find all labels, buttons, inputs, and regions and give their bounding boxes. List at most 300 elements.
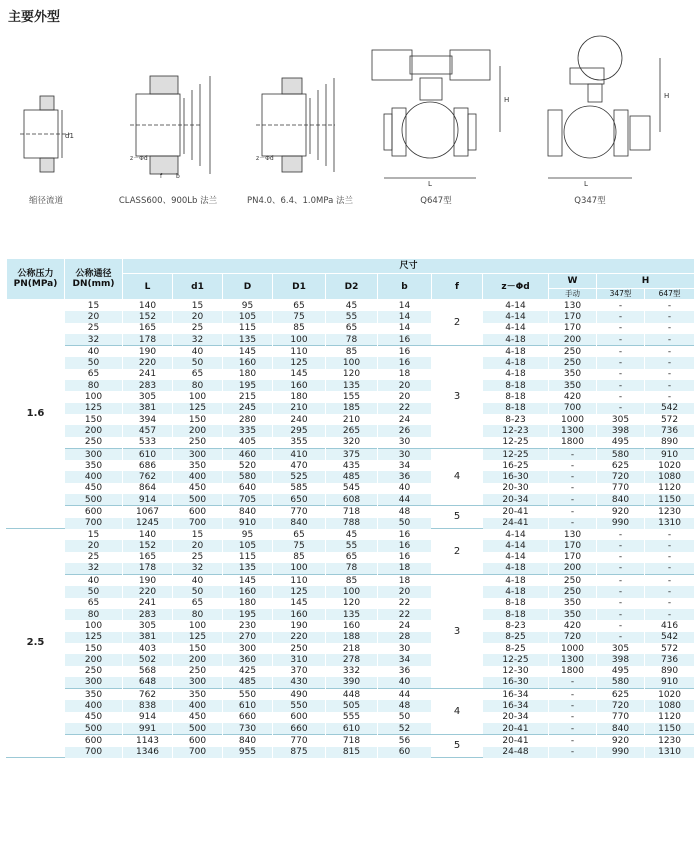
cell-D1: 65 bbox=[273, 300, 326, 312]
cell-dn: 200 bbox=[65, 425, 123, 436]
cell-H647: - bbox=[645, 552, 695, 563]
pn-cell: 2.5 bbox=[7, 529, 65, 758]
cell-D1: 410 bbox=[273, 448, 326, 460]
cell-dn: 700 bbox=[65, 747, 123, 758]
cell-W: - bbox=[549, 677, 597, 689]
cell-D: 230 bbox=[223, 620, 273, 631]
cell-dn: 40 bbox=[65, 346, 123, 358]
cell-b: 24 bbox=[378, 620, 432, 631]
cell-W: 200 bbox=[549, 334, 597, 346]
cell-D2: 815 bbox=[326, 747, 378, 758]
cell-dn: 125 bbox=[65, 632, 123, 643]
cell-dn: 50 bbox=[65, 357, 123, 368]
cell-D: 730 bbox=[223, 723, 273, 735]
cell-H347: 840 bbox=[597, 494, 645, 506]
cell-H347: 305 bbox=[597, 414, 645, 425]
cell-D1: 145 bbox=[273, 369, 326, 380]
cell-H647: 1120 bbox=[645, 483, 695, 494]
cell-D: 180 bbox=[223, 598, 273, 609]
cell-H647: - bbox=[645, 529, 695, 540]
cell-d1: 50 bbox=[173, 586, 223, 597]
cell-d1: 15 bbox=[173, 529, 223, 540]
table-row bbox=[7, 712, 695, 723]
cell-H647: 1080 bbox=[645, 700, 695, 711]
cell-d1: 32 bbox=[173, 563, 223, 575]
cell-d1: 20 bbox=[173, 540, 223, 551]
cell-dn: 350 bbox=[65, 689, 123, 701]
f-cell: 4 bbox=[432, 448, 483, 505]
cell-H347: - bbox=[597, 380, 645, 391]
cell-W: 1300 bbox=[549, 654, 597, 665]
cell-H347: - bbox=[597, 598, 645, 609]
cell-b: 20 bbox=[378, 391, 432, 402]
cell-d1: 150 bbox=[173, 643, 223, 654]
cell-H647: 572 bbox=[645, 643, 695, 654]
table-row bbox=[7, 563, 695, 575]
cell-L: 394 bbox=[123, 414, 173, 425]
cell-b: 16 bbox=[378, 540, 432, 551]
cell-D1: 295 bbox=[273, 425, 326, 436]
cell-b: 16 bbox=[378, 529, 432, 540]
cell-D2: 100 bbox=[326, 586, 378, 597]
cell-D2: 390 bbox=[326, 677, 378, 689]
cell-dn: 250 bbox=[65, 437, 123, 449]
cell-D1: 370 bbox=[273, 666, 326, 677]
cell-dn: 600 bbox=[65, 506, 123, 518]
cell-D2: 45 bbox=[326, 529, 378, 540]
cell-H647: 890 bbox=[645, 437, 695, 449]
cell-W: 1800 bbox=[549, 666, 597, 677]
cell-D2: 375 bbox=[326, 448, 378, 460]
cell-dn: 65 bbox=[65, 598, 123, 609]
cell-b: 16 bbox=[378, 357, 432, 368]
cell-W: - bbox=[549, 689, 597, 701]
cell-L: 1143 bbox=[123, 735, 173, 747]
cell-D1: 160 bbox=[273, 609, 326, 620]
table-row bbox=[7, 300, 695, 312]
cell-dn: 125 bbox=[65, 403, 123, 414]
cell-L: 457 bbox=[123, 425, 173, 436]
cell-D1: 525 bbox=[273, 471, 326, 482]
cell-W: - bbox=[549, 448, 597, 460]
cell-dn: 100 bbox=[65, 391, 123, 402]
cell-dn: 65 bbox=[65, 369, 123, 380]
cell-W: - bbox=[549, 518, 597, 529]
cell-zd: 20-34 bbox=[483, 494, 549, 506]
caption-class600: CLASS600、900Lb 法兰 bbox=[118, 196, 218, 206]
cell-b: 34 bbox=[378, 654, 432, 665]
table-row bbox=[7, 666, 695, 677]
cell-D2: 435 bbox=[326, 460, 378, 471]
caption-reduced-bore: 缩径流道 bbox=[28, 196, 64, 206]
cell-zd: 16-30 bbox=[483, 677, 549, 689]
label-H-2: H bbox=[664, 92, 670, 100]
cell-D1: 125 bbox=[273, 357, 326, 368]
cell-d1: 100 bbox=[173, 391, 223, 402]
cell-zd: 20-41 bbox=[483, 506, 549, 518]
cell-zd: 4-18 bbox=[483, 346, 549, 358]
cell-D2: 485 bbox=[326, 471, 378, 482]
table-row bbox=[7, 643, 695, 654]
cell-zd: 16-34 bbox=[483, 689, 549, 701]
q347-valve-drawing bbox=[548, 36, 669, 188]
cell-W: 1800 bbox=[549, 437, 597, 449]
cell-H647: 1230 bbox=[645, 506, 695, 518]
header-size: 尺寸 bbox=[123, 259, 695, 274]
cell-b: 26 bbox=[378, 425, 432, 436]
cell-dn: 25 bbox=[65, 552, 123, 563]
cell-D: 300 bbox=[223, 643, 273, 654]
cell-zd: 24-48 bbox=[483, 747, 549, 758]
cell-H347: - bbox=[597, 300, 645, 312]
cell-zd: 8-18 bbox=[483, 598, 549, 609]
cell-W: 720 bbox=[549, 632, 597, 643]
f-cell: 2 bbox=[432, 529, 483, 575]
cell-H647: - bbox=[645, 391, 695, 402]
cell-dn: 600 bbox=[65, 735, 123, 747]
cell-H647: 542 bbox=[645, 403, 695, 414]
cell-D: 105 bbox=[223, 540, 273, 551]
cell-D: 280 bbox=[223, 414, 273, 425]
cell-D2: 505 bbox=[326, 700, 378, 711]
table-row bbox=[7, 391, 695, 402]
cell-H347: - bbox=[597, 334, 645, 346]
cell-zd: 16-25 bbox=[483, 460, 549, 471]
header-dn: 公称通径DN(mm) bbox=[65, 259, 123, 300]
cell-H647: - bbox=[645, 586, 695, 597]
label-b-1: b bbox=[176, 173, 180, 180]
valve-drawings bbox=[0, 28, 700, 208]
cell-H347: - bbox=[597, 403, 645, 414]
cell-zd: 20-41 bbox=[483, 735, 549, 747]
cell-L: 914 bbox=[123, 712, 173, 723]
table-row bbox=[7, 323, 695, 334]
cell-b: 48 bbox=[378, 506, 432, 518]
cell-D: 705 bbox=[223, 494, 273, 506]
cell-dn: 80 bbox=[65, 609, 123, 620]
cell-b: 30 bbox=[378, 437, 432, 449]
cell-L: 241 bbox=[123, 598, 173, 609]
cell-D2: 265 bbox=[326, 425, 378, 436]
cell-d1: 80 bbox=[173, 609, 223, 620]
cell-b: 36 bbox=[378, 471, 432, 482]
label-L-2: L bbox=[584, 180, 588, 188]
cell-dn: 300 bbox=[65, 677, 123, 689]
cell-d1: 65 bbox=[173, 598, 223, 609]
cell-zd: 8-18 bbox=[483, 609, 549, 620]
table-row bbox=[7, 552, 695, 563]
cell-D: 180 bbox=[223, 369, 273, 380]
cell-zd: 4-14 bbox=[483, 300, 549, 312]
label-H-1: H bbox=[504, 96, 510, 104]
cell-zd: 4-18 bbox=[483, 334, 549, 346]
cell-zd: 20-41 bbox=[483, 723, 549, 735]
cell-W: 250 bbox=[549, 586, 597, 597]
cell-L: 165 bbox=[123, 552, 173, 563]
cell-D2: 718 bbox=[326, 735, 378, 747]
cell-D: 160 bbox=[223, 586, 273, 597]
cell-D: 105 bbox=[223, 311, 273, 322]
cell-D1: 125 bbox=[273, 586, 326, 597]
cell-b: 14 bbox=[378, 300, 432, 312]
table-row bbox=[7, 620, 695, 631]
cell-d1: 65 bbox=[173, 369, 223, 380]
cell-D1: 310 bbox=[273, 654, 326, 665]
cell-D1: 180 bbox=[273, 391, 326, 402]
cell-H647: - bbox=[645, 369, 695, 380]
cell-d1: 40 bbox=[173, 575, 223, 587]
cell-L: 305 bbox=[123, 620, 173, 631]
cell-L: 914 bbox=[123, 494, 173, 506]
header-H: H bbox=[597, 274, 695, 289]
cell-W: 1000 bbox=[549, 643, 597, 654]
cell-H647: - bbox=[645, 300, 695, 312]
cell-b: 28 bbox=[378, 632, 432, 643]
cell-dn: 300 bbox=[65, 448, 123, 460]
cell-zd: 4-14 bbox=[483, 552, 549, 563]
cell-zd: 4-14 bbox=[483, 323, 549, 334]
cell-b: 20 bbox=[378, 380, 432, 391]
cell-W: 170 bbox=[549, 540, 597, 551]
f-cell: 3 bbox=[432, 575, 483, 689]
cell-H647: - bbox=[645, 598, 695, 609]
caption-pn-flange: PN4.0、6.4、1.0MPa 法兰 bbox=[246, 196, 354, 206]
cell-H347: - bbox=[597, 620, 645, 631]
cell-H347: - bbox=[597, 552, 645, 563]
dimension-table-wrapper bbox=[6, 258, 694, 758]
table-row bbox=[7, 609, 695, 620]
cell-H647: 1230 bbox=[645, 735, 695, 747]
cell-b: 22 bbox=[378, 609, 432, 620]
cell-D1: 250 bbox=[273, 643, 326, 654]
cell-b: 30 bbox=[378, 643, 432, 654]
cell-W: 350 bbox=[549, 380, 597, 391]
cell-dn: 20 bbox=[65, 540, 123, 551]
cell-L: 568 bbox=[123, 666, 173, 677]
cell-H347: 398 bbox=[597, 425, 645, 436]
cell-D: 195 bbox=[223, 380, 273, 391]
cell-L: 762 bbox=[123, 689, 173, 701]
cell-b: 30 bbox=[378, 448, 432, 460]
cell-D1: 145 bbox=[273, 598, 326, 609]
pn-flange-drawing bbox=[256, 78, 335, 172]
cell-zd: 4-14 bbox=[483, 540, 549, 551]
table-row bbox=[7, 346, 695, 358]
cell-D: 215 bbox=[223, 391, 273, 402]
cell-D1: 160 bbox=[273, 380, 326, 391]
cell-H347: - bbox=[597, 369, 645, 380]
cell-D2: 100 bbox=[326, 357, 378, 368]
cell-D: 460 bbox=[223, 448, 273, 460]
cell-zd: 8-18 bbox=[483, 380, 549, 391]
cell-dn: 500 bbox=[65, 723, 123, 735]
cell-H647: 1120 bbox=[645, 712, 695, 723]
cell-D: 135 bbox=[223, 334, 273, 346]
cell-D2: 210 bbox=[326, 414, 378, 425]
cell-D: 640 bbox=[223, 483, 273, 494]
cell-dn: 350 bbox=[65, 460, 123, 471]
cell-d1: 400 bbox=[173, 700, 223, 711]
cell-W: 170 bbox=[549, 323, 597, 334]
cell-zd: 8-18 bbox=[483, 403, 549, 414]
cell-H347: 720 bbox=[597, 471, 645, 482]
table-row bbox=[7, 598, 695, 609]
cell-D2: 278 bbox=[326, 654, 378, 665]
cell-H347: - bbox=[597, 346, 645, 358]
q647-valve-drawing bbox=[372, 50, 509, 188]
cell-D1: 110 bbox=[273, 346, 326, 358]
header-f: f bbox=[432, 274, 483, 300]
cell-L: 220 bbox=[123, 357, 173, 368]
cell-H647: - bbox=[645, 575, 695, 587]
label-d1: d1 bbox=[65, 132, 74, 140]
cell-L: 283 bbox=[123, 380, 173, 391]
cell-D: 135 bbox=[223, 563, 273, 575]
cell-L: 1346 bbox=[123, 747, 173, 758]
cell-H347: - bbox=[597, 563, 645, 575]
f-cell: 3 bbox=[432, 346, 483, 449]
table-row bbox=[7, 425, 695, 436]
cell-b: 50 bbox=[378, 712, 432, 723]
table-row bbox=[7, 460, 695, 471]
cell-D2: 120 bbox=[326, 369, 378, 380]
cell-W: - bbox=[549, 460, 597, 471]
header-b: b bbox=[378, 274, 432, 300]
cell-d1: 32 bbox=[173, 334, 223, 346]
cell-D1: 600 bbox=[273, 712, 326, 723]
cell-dn: 150 bbox=[65, 643, 123, 654]
cell-D1: 65 bbox=[273, 529, 326, 540]
cell-D: 955 bbox=[223, 747, 273, 758]
f-cell: 2 bbox=[432, 300, 483, 346]
cell-D: 335 bbox=[223, 425, 273, 436]
header-h-347: 347型 bbox=[597, 289, 645, 300]
cell-D2: 218 bbox=[326, 643, 378, 654]
cell-W: 170 bbox=[549, 552, 597, 563]
cell-d1: 20 bbox=[173, 311, 223, 322]
cell-zd: 16-30 bbox=[483, 471, 549, 482]
cell-D2: 332 bbox=[326, 666, 378, 677]
cell-H347: - bbox=[597, 529, 645, 540]
cell-W: 700 bbox=[549, 403, 597, 414]
cell-H647: 736 bbox=[645, 425, 695, 436]
caption-q347: Q347型 bbox=[574, 196, 606, 206]
cell-H647: 542 bbox=[645, 632, 695, 643]
table-row bbox=[7, 414, 695, 425]
header-zd: z－Φd bbox=[483, 274, 549, 300]
cell-H647: 1310 bbox=[645, 747, 695, 758]
cell-d1: 700 bbox=[173, 518, 223, 529]
table-row bbox=[7, 518, 695, 529]
cell-D2: 135 bbox=[326, 609, 378, 620]
header-D: D bbox=[223, 274, 273, 300]
cell-H647: - bbox=[645, 323, 695, 334]
cell-H347: 920 bbox=[597, 735, 645, 747]
cell-H347: - bbox=[597, 311, 645, 322]
cell-L: 686 bbox=[123, 460, 173, 471]
cell-W: 420 bbox=[549, 620, 597, 631]
cell-D1: 355 bbox=[273, 437, 326, 449]
cell-L: 152 bbox=[123, 311, 173, 322]
cell-H347: - bbox=[597, 540, 645, 551]
cell-D2: 160 bbox=[326, 620, 378, 631]
cell-L: 178 bbox=[123, 563, 173, 575]
pn-cell: 1.6 bbox=[7, 300, 65, 529]
cell-dn: 700 bbox=[65, 518, 123, 529]
cell-D1: 770 bbox=[273, 506, 326, 518]
table-row bbox=[7, 369, 695, 380]
table-row bbox=[7, 483, 695, 494]
cell-dn: 450 bbox=[65, 483, 123, 494]
label-L-1: L bbox=[428, 180, 432, 188]
cell-d1: 50 bbox=[173, 357, 223, 368]
cell-b: 48 bbox=[378, 700, 432, 711]
cell-D: 360 bbox=[223, 654, 273, 665]
cell-D1: 100 bbox=[273, 334, 326, 346]
cell-D1: 240 bbox=[273, 414, 326, 425]
cell-zd: 4-18 bbox=[483, 575, 549, 587]
cell-H647: - bbox=[645, 346, 695, 358]
cell-dn: 32 bbox=[65, 563, 123, 575]
cell-D: 485 bbox=[223, 677, 273, 689]
cell-L: 502 bbox=[123, 654, 173, 665]
cell-D2: 85 bbox=[326, 346, 378, 358]
cell-zd: 4-14 bbox=[483, 311, 549, 322]
section-title: 主要外型 bbox=[8, 10, 61, 25]
cell-b: 16 bbox=[378, 334, 432, 346]
cell-L: 152 bbox=[123, 540, 173, 551]
cell-D2: 55 bbox=[326, 311, 378, 322]
cell-D1: 85 bbox=[273, 323, 326, 334]
class600-flange-drawing bbox=[130, 76, 210, 180]
cell-d1: 100 bbox=[173, 620, 223, 631]
cell-W: 1000 bbox=[549, 414, 597, 425]
cell-H647: - bbox=[645, 380, 695, 391]
cell-H347: 305 bbox=[597, 643, 645, 654]
cell-d1: 350 bbox=[173, 689, 223, 701]
cell-D2: 78 bbox=[326, 563, 378, 575]
cell-W: 250 bbox=[549, 346, 597, 358]
cell-D2: 120 bbox=[326, 598, 378, 609]
cell-H347: 840 bbox=[597, 723, 645, 735]
cell-b: 56 bbox=[378, 735, 432, 747]
cell-L: 762 bbox=[123, 471, 173, 482]
cell-zd: 8-25 bbox=[483, 632, 549, 643]
cell-zd: 20-34 bbox=[483, 712, 549, 723]
table-row bbox=[7, 735, 695, 747]
cell-H647: 1080 bbox=[645, 471, 695, 482]
table-row bbox=[7, 494, 695, 506]
cell-H347: 770 bbox=[597, 483, 645, 494]
table-row bbox=[7, 380, 695, 391]
cell-L: 403 bbox=[123, 643, 173, 654]
cell-d1: 25 bbox=[173, 552, 223, 563]
cell-D: 580 bbox=[223, 471, 273, 482]
cell-D1: 210 bbox=[273, 403, 326, 414]
cell-dn: 25 bbox=[65, 323, 123, 334]
cell-b: 40 bbox=[378, 483, 432, 494]
cell-D: 95 bbox=[223, 300, 273, 312]
cell-D1: 85 bbox=[273, 552, 326, 563]
cell-L: 648 bbox=[123, 677, 173, 689]
cell-b: 40 bbox=[378, 677, 432, 689]
cell-H347: 770 bbox=[597, 712, 645, 723]
cell-zd: 12-23 bbox=[483, 425, 549, 436]
cell-H347: 720 bbox=[597, 700, 645, 711]
cell-D: 840 bbox=[223, 506, 273, 518]
cell-L: 381 bbox=[123, 403, 173, 414]
cell-d1: 350 bbox=[173, 460, 223, 471]
